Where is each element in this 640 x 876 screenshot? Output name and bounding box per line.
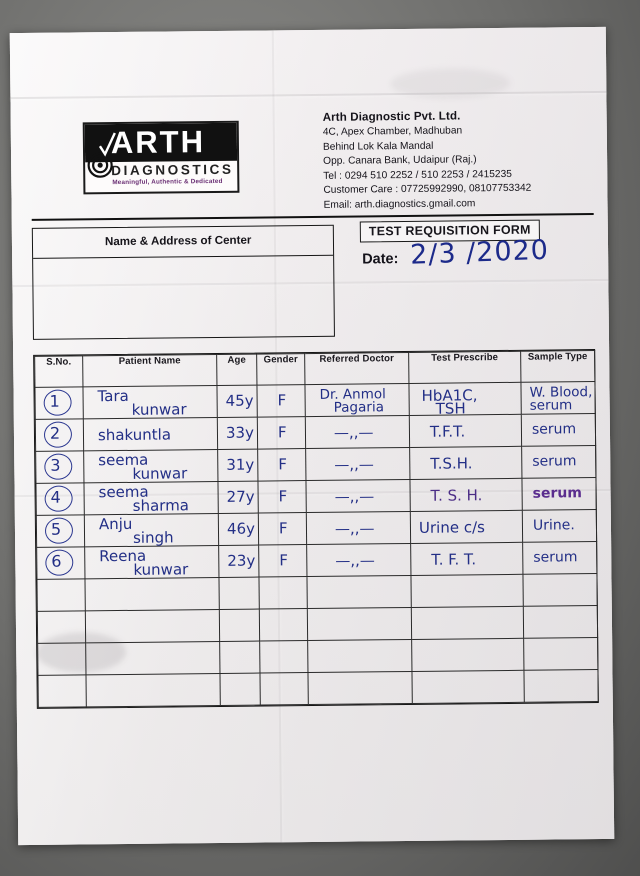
cell-sample-type [522, 510, 596, 543]
gender-value: F [277, 391, 287, 410]
age-value: 46y [226, 519, 256, 538]
patient-name-line-1: seema [98, 450, 149, 470]
cell-referred-doctor [306, 447, 410, 480]
cell-gender [258, 513, 306, 546]
cell-gender [260, 673, 308, 706]
doctor-line-1: Dr. Anmol [319, 386, 386, 403]
cell-referred-doctor [306, 479, 410, 512]
age-value: 23y [227, 551, 256, 570]
patient-name-line-1: Reena [99, 546, 147, 566]
company-customer-care: Customer Care : 07725992990, 08107753342 [323, 183, 532, 197]
age-value: 27y [226, 487, 255, 506]
test-line-1: Urine c/s [418, 518, 485, 537]
doctor-line-2: Pagaria [333, 399, 385, 416]
gender-value: F [278, 487, 288, 506]
sno-value: 5 [50, 519, 62, 539]
cell-sno [36, 451, 84, 484]
cell-sample-type [523, 574, 597, 607]
logo-tagline: Meaningful, Authentic & Dedicated [112, 177, 223, 187]
cell-sno [37, 611, 85, 644]
sample-line-1: Urine. [532, 517, 575, 534]
cell-test-prescribe [411, 606, 523, 639]
cell-patient-name [85, 545, 219, 578]
date-label: Date: [362, 251, 399, 268]
cell-test-prescribe [412, 670, 524, 703]
patient-name-line-2: sharma [132, 496, 190, 515]
cell-test-prescribe [410, 446, 522, 479]
sno-value: 2 [49, 423, 61, 443]
sample-line-2: serum [529, 397, 573, 414]
age-value: 33y [225, 423, 255, 442]
requisition-table [33, 349, 599, 709]
patient-name-line-1: shakuntla [97, 425, 172, 445]
cell-patient-name [85, 609, 219, 642]
cell-patient-name [86, 673, 220, 706]
company-details [323, 107, 554, 213]
cell-test-prescribe [412, 638, 524, 671]
company-telephone: Tel : 0294 510 2252 / 510 2253 / 2415235 [323, 168, 512, 182]
company-email: Email: arth.diagnostics.gmail.com [323, 198, 476, 211]
doctor-line-1: —,,— [334, 519, 375, 538]
cell-sno [36, 515, 84, 548]
column-header-patient-name: Patient Name [83, 354, 217, 386]
column-header-sample-type: Sample Type [521, 351, 595, 383]
form-title: TEST REQUISITION FORM [360, 220, 540, 243]
doctor-line-1: —,,— [333, 423, 374, 442]
cell-age [220, 641, 260, 673]
cell-sno [38, 675, 86, 708]
cell-gender [259, 577, 307, 610]
sno-value: 3 [50, 455, 61, 475]
cell-age [218, 481, 258, 513]
cell-age [217, 385, 257, 417]
gender-value: F [277, 423, 287, 442]
test-line-1: T. S. H. [430, 486, 483, 505]
cell-test-prescribe [410, 510, 522, 543]
cell-sample-type [524, 638, 598, 671]
sno-value: 4 [50, 487, 61, 507]
paper-sheet [10, 27, 614, 845]
sample-line-1: W. Blood, [529, 384, 593, 401]
age-value: 31y [226, 455, 255, 474]
cell-sample-type [521, 414, 595, 447]
cell-referred-doctor [308, 639, 412, 672]
column-header-referred-doctor: Referred Doctor [305, 352, 409, 384]
test-line-1: T.S.H. [430, 454, 473, 473]
company-address-3: Opp. Canara Bank, Udaipur (Raj.) [323, 154, 477, 168]
cell-sample-type [523, 542, 597, 575]
cell-test-prescribe [409, 414, 521, 447]
cell-patient-name [85, 577, 219, 610]
cell-sample-type [523, 606, 597, 639]
cell-gender [259, 545, 307, 578]
cell-patient-name [83, 385, 217, 418]
patient-name-line-2: singh [132, 528, 174, 547]
cell-test-prescribe [411, 574, 523, 607]
cell-patient-name [86, 641, 220, 674]
doctor-line-1: —,,— [335, 551, 375, 570]
cell-patient-name [83, 417, 217, 450]
logo-subtitle: DIAGNOSTICS [111, 161, 234, 179]
cell-patient-name [84, 481, 218, 514]
patient-name-line-2: kunwar [133, 560, 189, 579]
cell-age [220, 673, 260, 705]
patient-name-line-1: Tara [97, 386, 129, 406]
cell-referred-doctor [306, 511, 410, 544]
logo-wordmark: ARTH [110, 124, 206, 161]
cell-test-prescribe [411, 542, 523, 575]
cell-sno [35, 387, 83, 420]
sno-value: 6 [51, 551, 62, 571]
gender-value: F [278, 455, 288, 474]
cell-age [219, 545, 259, 577]
cell-age [218, 513, 258, 545]
center-name-address-box[interactable] [32, 225, 335, 340]
cell-sno [35, 419, 83, 452]
company-address-2: Behind Lok Kala Mandal [322, 140, 434, 153]
cell-test-prescribe [410, 478, 522, 511]
patient-name-line-2: kunwar [132, 464, 188, 483]
cell-referred-doctor [307, 543, 411, 576]
cell-gender [258, 481, 306, 514]
cell-sample-type [521, 382, 595, 415]
cell-referred-doctor [307, 575, 411, 608]
cell-sno [38, 643, 86, 676]
arth-logo [83, 121, 240, 195]
cell-sample-type [522, 446, 596, 479]
cell-patient-name [84, 513, 218, 546]
cell-referred-doctor [308, 671, 412, 704]
date-value: 2/3 /2020 [409, 234, 550, 271]
sample-line-1: serum [533, 549, 578, 566]
doctor-line-1: —,,— [334, 455, 374, 474]
cell-test-prescribe [409, 382, 521, 418]
cell-sample-type [522, 478, 596, 511]
column-header-sno: S.No. [35, 356, 83, 388]
cell-gender [257, 417, 305, 450]
cell-gender [260, 641, 308, 674]
patient-name-line-1: seema [98, 482, 149, 502]
doctor-line-1: —,,— [334, 487, 375, 506]
center-box-label: Name & Address of Center [104, 233, 252, 249]
cell-age [219, 609, 259, 641]
test-line-1: T.F.T. [429, 422, 466, 441]
patient-name-line-1: Anju [98, 514, 133, 534]
sample-line-1: serum [532, 485, 582, 502]
company-address-1: 4C, Apex Chamber, Madhuban [322, 125, 463, 139]
paper-crease-horizontal-top [10, 91, 606, 99]
gender-value: F [278, 519, 288, 538]
column-header-test-prescribe: Test Prescribe [409, 351, 521, 383]
cell-gender [257, 385, 305, 418]
cell-sno [36, 483, 84, 516]
column-header-age: Age [217, 354, 257, 385]
sample-line-1: serum [531, 421, 577, 438]
cell-referred-doctor [305, 383, 409, 416]
cell-referred-doctor [305, 415, 409, 448]
cell-sno [37, 579, 85, 612]
company-name: Arth Diagnostic Pvt. Ltd. [322, 109, 461, 124]
cell-age [219, 577, 259, 609]
cell-sample-type [524, 670, 598, 703]
cell-referred-doctor [307, 607, 411, 640]
patient-name-line-2: kunwar [131, 400, 187, 419]
sample-line-1: serum [532, 453, 577, 470]
test-line-1: HbA1C, [421, 386, 478, 405]
cell-gender [259, 609, 307, 642]
scan-smudge-top [390, 68, 510, 99]
age-value: 45y [225, 391, 254, 410]
cell-age [218, 449, 258, 481]
checkmark-arrow-icon [99, 132, 117, 162]
center-box-header [33, 226, 333, 259]
column-header-gender: Gender [257, 354, 305, 386]
sno-value: 1 [49, 391, 60, 411]
test-line-2: TSH [435, 399, 466, 418]
test-line-1: T. F. T. [431, 550, 477, 569]
cell-patient-name [84, 449, 218, 482]
table-row-empty[interactable] [38, 670, 598, 708]
cell-gender [258, 449, 306, 482]
gender-value: F [279, 551, 289, 570]
cell-age [217, 417, 257, 449]
cell-sno [37, 547, 85, 580]
